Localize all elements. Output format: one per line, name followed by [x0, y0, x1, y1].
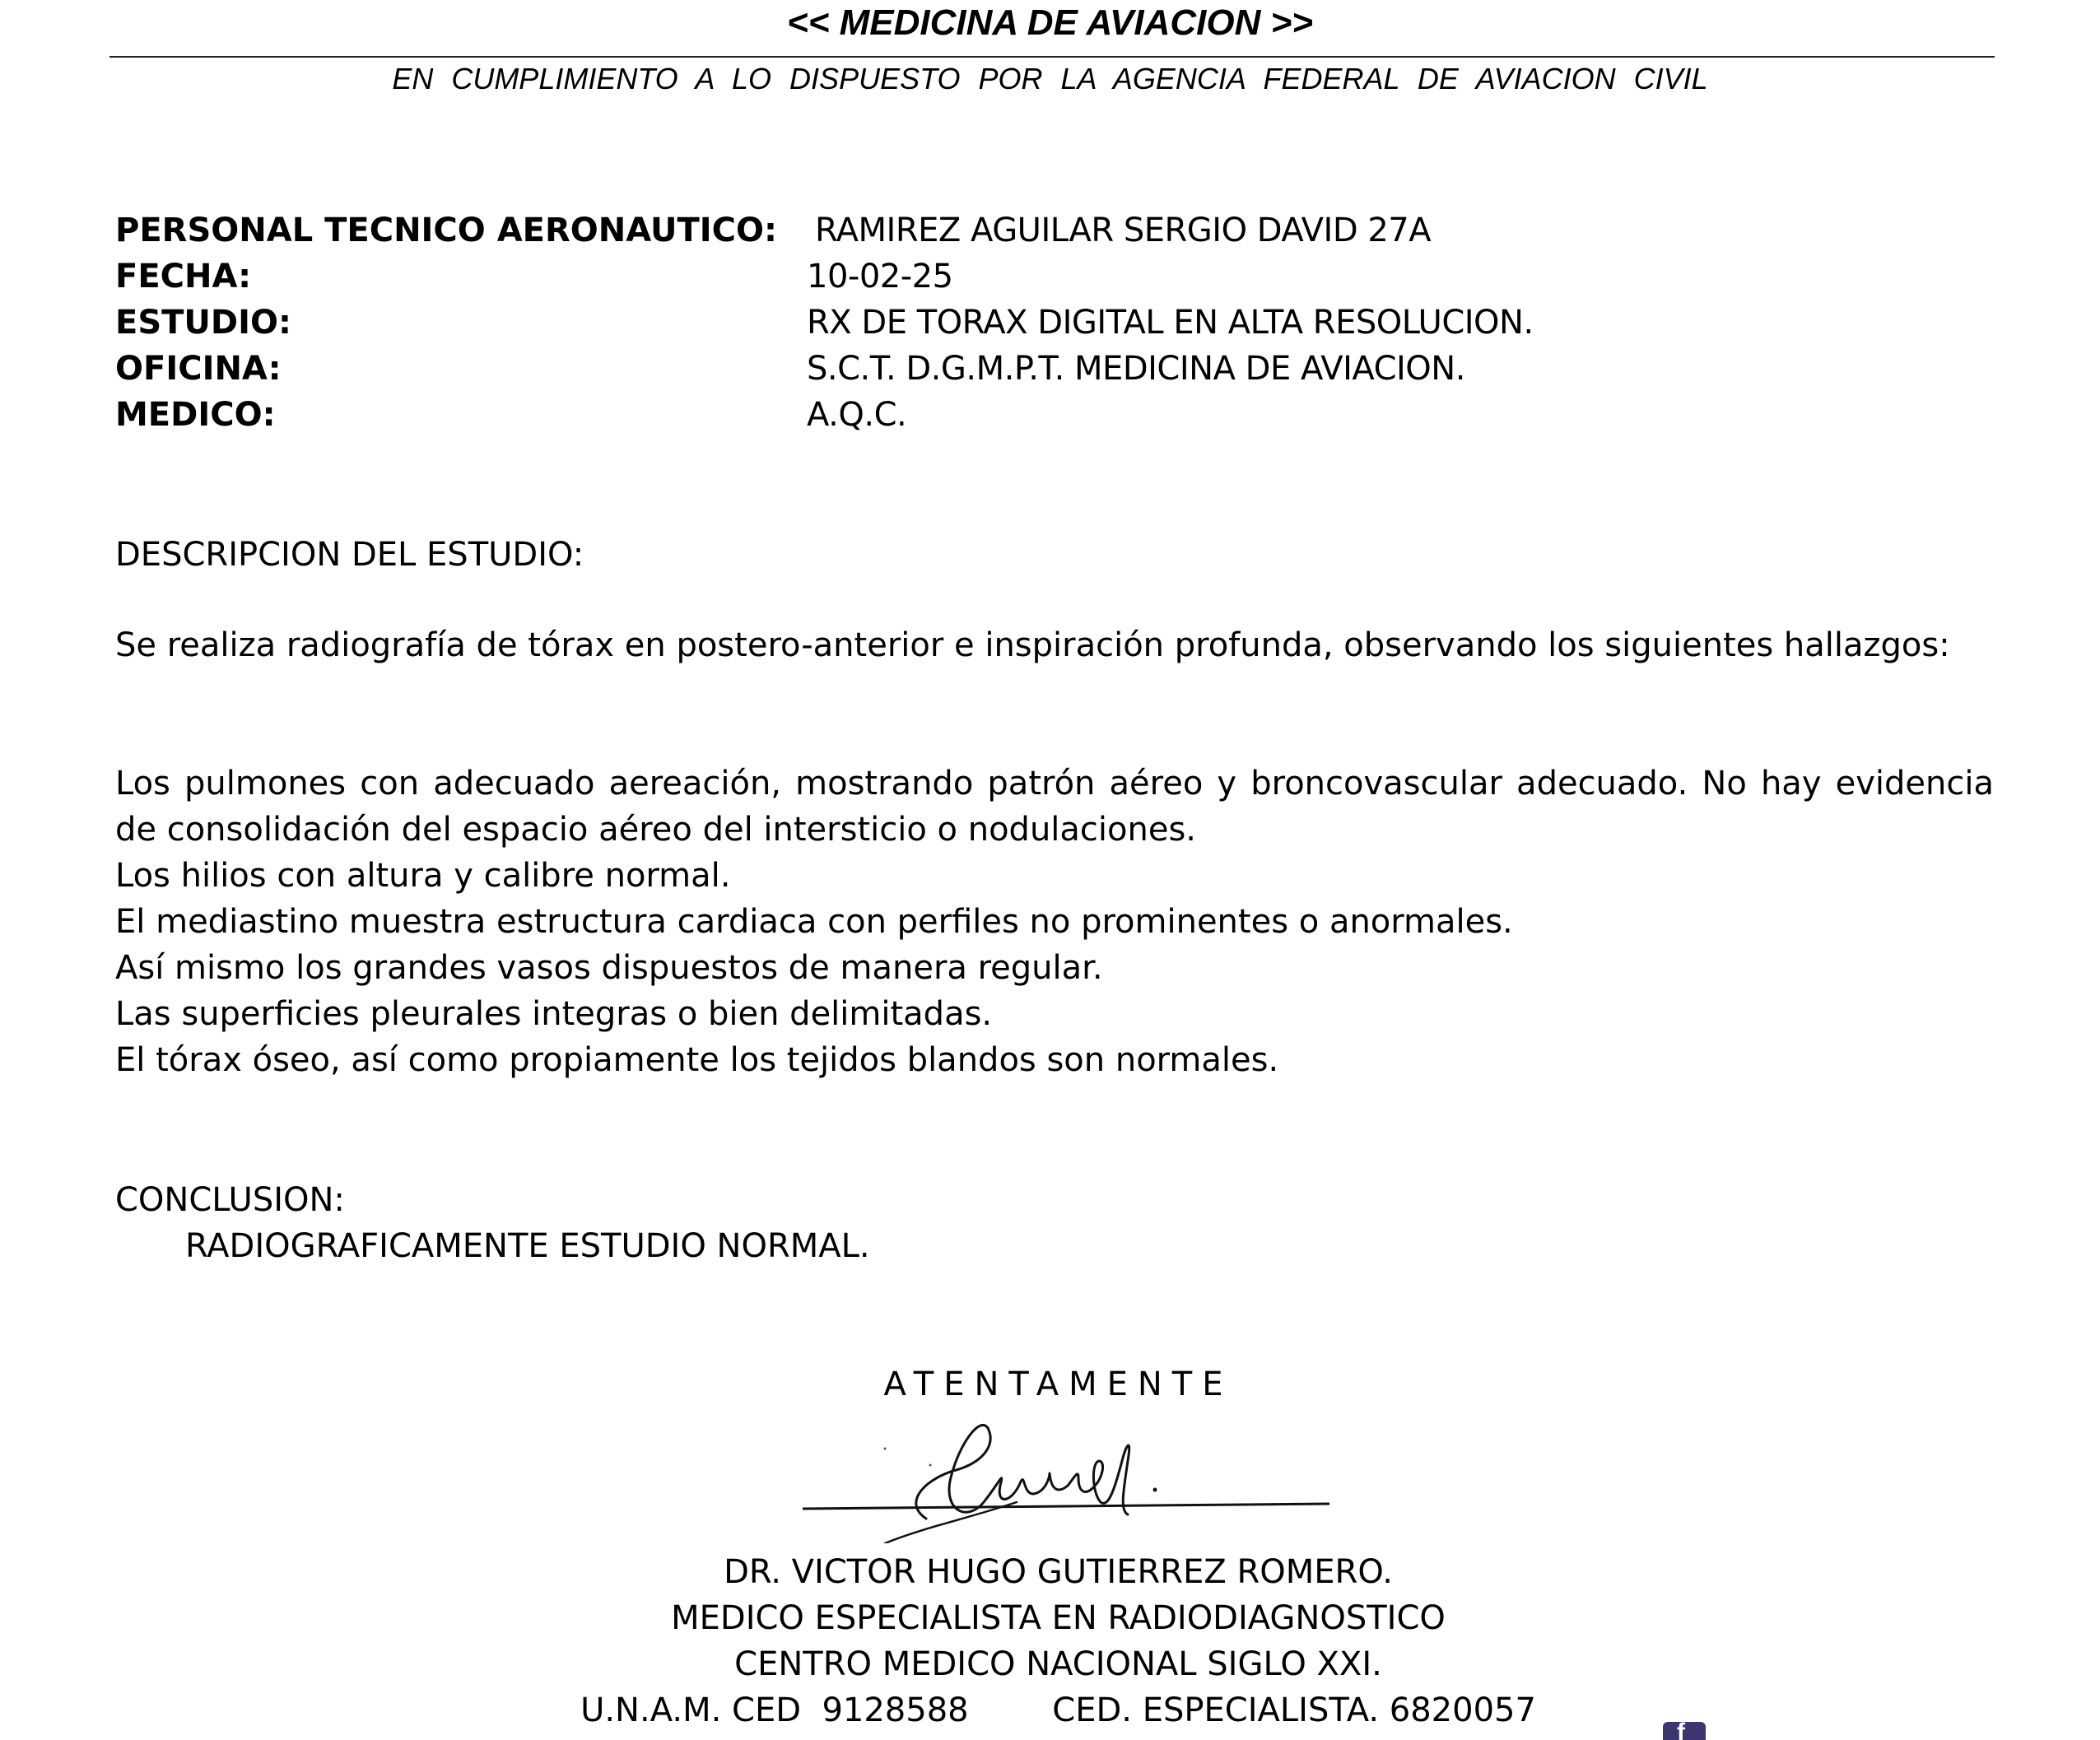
description-intro: Se realiza radiografía de tórax en postero-anterior e inspiración profunda, observando los siguientes hallazgos: — [115, 626, 1950, 664]
doctor-specialty: MEDICO ESPECIALISTA EN RADIODIAGNOSTICO — [671, 1599, 1446, 1637]
info-value-personal: RAMIREZ AGUILAR SERGIO DAVID 27A — [815, 212, 1432, 249]
info-label-estudio: ESTUDIO: — [115, 304, 291, 342]
info-value-estudio: RX DE TORAX DIGITAL EN ALTA RESOLUCION. — [807, 304, 1534, 342]
findings-paragraph: Los pulmones con adecuado aereación, mostrando patrón aéreo y broncovascular adecuado. No hay evidencia de consolidación del espacio aéreo del intersticio o nodulaciones. — [115, 765, 1994, 849]
info-value-oficina: S.C.T. D.G.M.P.T. MEDICINA DE AVIACION. — [807, 350, 1465, 388]
document-title: << MEDICINA DE AVIACION >> — [787, 2, 1313, 43]
finding-line: El mediastino muestra estructura cardiaca con perfiles no prominentes o anormales. — [115, 903, 1513, 941]
doctor-credentials: U.N.A.M. CED 9128588 CED. ESPECIALISTA. 6820057 — [580, 1691, 1536, 1729]
info-label-personal: PERSONAL TECNICO AERONAUTICO: — [115, 212, 778, 249]
info-value-medico: A.Q.C. — [807, 396, 907, 434]
facebook-icon: f — [1663, 1722, 1706, 1740]
finding-line: Las superficies pleurales integras o bien delimitadas. — [115, 995, 993, 1033]
closing-salutation: ATENTAMENTE — [883, 1365, 1233, 1403]
doctor-signature — [803, 1412, 1338, 1543]
finding-line: El tórax óseo, así como propiamente los tejidos blandos son normales. — [115, 1041, 1279, 1079]
info-label-medico: MEDICO: — [115, 396, 276, 434]
description-heading: DESCRIPCION DEL ESTUDIO: — [115, 536, 584, 574]
doctor-institution: CENTRO MEDICO NACIONAL SIGLO XXI. — [734, 1645, 1382, 1683]
conclusion-text: RADIOGRAFICAMENTE ESTUDIO NORMAL. — [185, 1227, 870, 1265]
finding-line: Los hilios con altura y calibre normal. — [115, 857, 731, 895]
conclusion-heading: CONCLUSION: — [115, 1181, 345, 1219]
finding-line: Así mismo los grandes vasos dispuestos de manera regular. — [115, 949, 1103, 987]
info-value-fecha: 10-02-25 — [807, 258, 953, 295]
info-label-oficina: OFICINA: — [115, 350, 282, 388]
info-label-fecha: FECHA: — [115, 258, 252, 295]
doctor-name: DR. VICTOR HUGO GUTIERREZ ROMERO. — [724, 1553, 1393, 1591]
document-subtitle: EN CUMPLIMIENTO A LO DISPUESTO POR LA AGENCIA FEDERAL DE AVIACION CIVIL — [392, 62, 1708, 95]
